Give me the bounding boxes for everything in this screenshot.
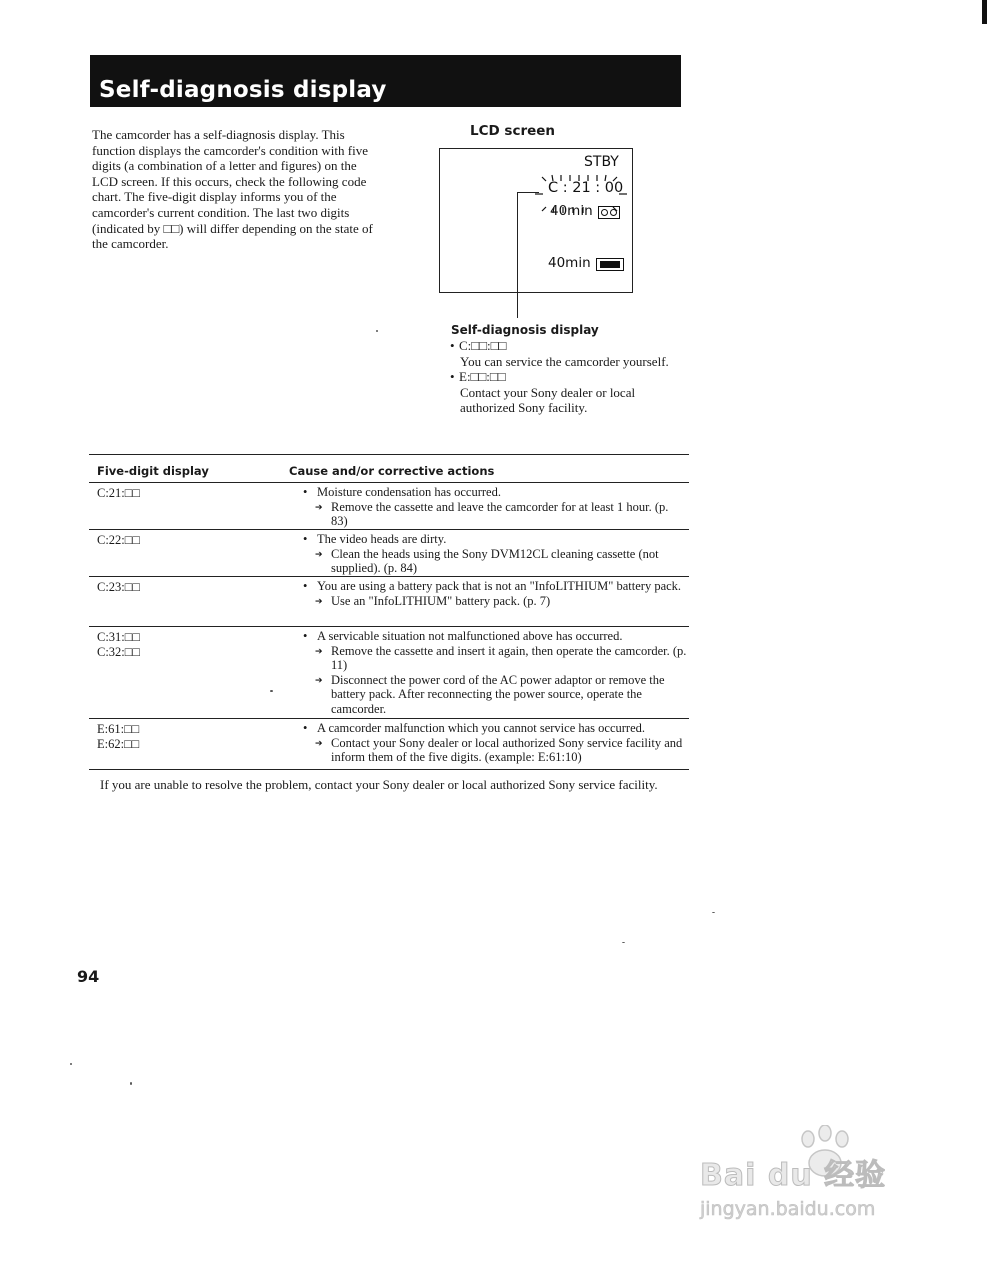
page-number: 94: [77, 967, 100, 986]
lcd-diagnosis-code: C : 21 : 00: [548, 180, 624, 196]
footer-note: If you are unable to resolve the problem, contact your Sony dealer or local authorized Sony service facility.: [100, 777, 658, 792]
table-row: [89, 530, 689, 577]
scan-speck: [712, 912, 715, 913]
intro-paragraph: [92, 127, 382, 252]
list-item-desc: Contact your Sony dealer or local authorized Sony facility.: [460, 384, 636, 416]
lcd-screen-illustration: [439, 148, 633, 293]
scan-speck: [622, 942, 625, 943]
row-cause: • Moisture condensation has occurred.: [297, 485, 687, 500]
page-edge-mark: [982, 0, 987, 24]
header-five-digit: Five-digit display: [97, 464, 209, 478]
row-cause: • You are using a battery pack that is not an "InfoLITHIUM" battery pack.: [297, 579, 687, 594]
lcd-screen-heading: LCD screen: [470, 123, 556, 139]
scan-speck: [376, 330, 378, 332]
lcd-battery-remaining: 40min: [548, 255, 591, 271]
watermark-url: jingyan.baidu.com: [700, 1198, 876, 1220]
watermark-brand: Bai du 经验: [700, 1158, 887, 1193]
row-action: ➔ Disconnect the power cord of the AC power adaptor or remove the battery pack. After reconnecting the power source, operate the camcorder.: [297, 673, 687, 717]
callout-line: [517, 192, 518, 318]
row-action: ➔ Contact your Sony dealer or local authorized Sony service facility and inform them of the five digits. (example: E:61:10): [297, 736, 687, 765]
row-cause: • The video heads are dirty.: [297, 532, 687, 547]
row-code: C:31:□□: [97, 630, 140, 644]
table-row: [89, 483, 689, 530]
title-bar: [90, 55, 681, 107]
row-code: E:62:□□: [97, 736, 140, 751]
row-action: ➔ Remove the cassette and leave the camcorder for at least 1 hour. (p. 83): [297, 500, 687, 529]
row-cause: • A camcorder malfunction which you cannot service has occurred.: [297, 721, 687, 736]
row-cause: • A servicable situation not malfunctioned above has occurred.: [297, 629, 687, 644]
cassette-icon: [598, 206, 620, 219]
row-action: ➔ Remove the cassette and insert it again, then operate the camcorder. (p. 11): [297, 644, 687, 673]
lcd-tape-remaining: 40min: [550, 203, 593, 219]
table-row: [89, 719, 689, 770]
scan-speck: [270, 690, 273, 692]
scan-speck: [130, 1082, 132, 1085]
page-title: Self-diagnosis display: [99, 77, 387, 103]
row-code: C:21:□□: [97, 486, 140, 500]
scan-speck: [70, 1063, 72, 1065]
code-chart-table: [89, 454, 689, 770]
watermark: [700, 1150, 980, 1220]
row-code: C:32:□□: [97, 644, 140, 659]
list-item: • C:□□:□□: [450, 338, 507, 353]
list-item: • E:□□:□□: [450, 369, 506, 385]
self-diagnosis-list: [450, 338, 680, 416]
row-code: E:61:□□: [97, 722, 140, 736]
table-row: [89, 577, 689, 627]
table-header: [89, 454, 689, 483]
battery-icon: [596, 258, 624, 271]
lcd-stby: STBY: [584, 154, 619, 170]
list-item-desc: You can service the camcorder yourself.: [460, 353, 669, 369]
header-cause: Cause and/or corrective actions: [289, 464, 495, 478]
row-action: ➔ Clean the heads using the Sony DVM12CL cleaning cassette (not supplied). (p. 84): [297, 547, 687, 576]
callout-line: [517, 192, 539, 193]
row-action: ➔ Use an "InfoLITHIUM" battery pack. (p. 7): [297, 594, 687, 609]
intro-text: The camcorder has a self-diagnosis display. This function displays the camcorder's condition with five digits (a combination of a letter and figures) on the LCD screen. If this occurs, check the following code chart. The five-digit display informs you of the camcorder's current condition. The last two digits (indicated by □□) will differ depending on the state of the camcorder.: [92, 127, 373, 252]
table-row: [89, 627, 689, 719]
row-code: C:23:□□: [97, 580, 140, 594]
self-diagnosis-heading: Self-diagnosis display: [451, 323, 599, 337]
row-code: C:22:□□: [97, 533, 140, 547]
